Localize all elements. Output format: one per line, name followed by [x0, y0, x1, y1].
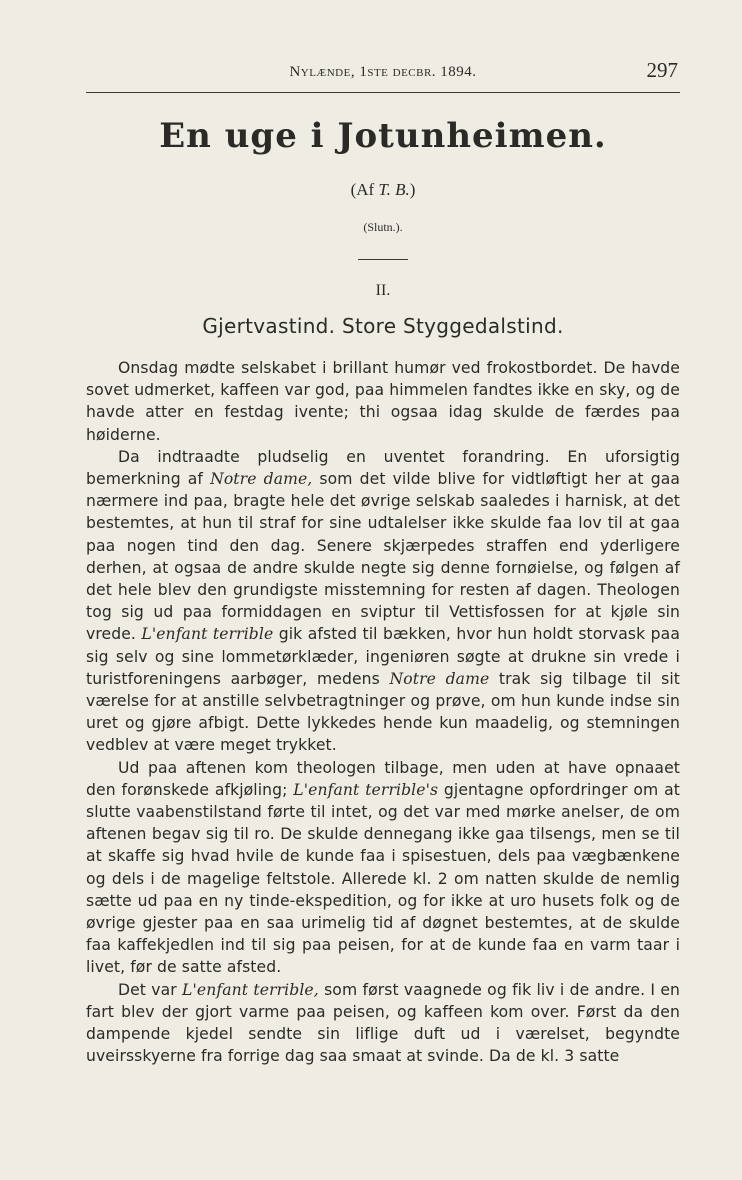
p2-italic-notre-dame: Notre dame,	[210, 470, 313, 489]
p2-text-a: Da indtraadte pludselig en uventet forandring. En uforsigtig bemerkning af	[86, 447, 680, 489]
p4-italic-lenfant: L'enfant terrible,	[182, 980, 319, 999]
byline-suffix: )	[409, 180, 416, 199]
p3-text-a: Ud paa aftenen kom theologen tilbage, men uden at have opnaaet den forønskede afkjøling;	[86, 758, 680, 799]
article-title: En uge i Jotunheimen.	[159, 116, 607, 156]
p2-italic-notre-dame-2: Notre dame	[389, 669, 490, 688]
paragraph-2	[86, 446, 680, 757]
p3-italic-lenfant: L'enfant terrible's	[293, 780, 439, 799]
p2-text-g: trak sig tilbage til sit værelse for at anstille selvbetragtninger og prøve, om hun kunde indse sin uret og gjøre afbigt. Dette lykkedes hende kun maadelig, og stemningen vedblev at være meget trykket.	[86, 669, 681, 755]
running-title: Nylænde, 1ste decbr. 1894.	[289, 64, 477, 80]
byline-prefix: (Af	[350, 180, 379, 199]
byline-author: T. B.	[378, 180, 410, 199]
paragraph-4	[86, 979, 680, 1068]
paragraph-1: Onsdag mødte selskabet i brillant humør ved frokostbordet. De havde sovet udmerket, kaffeen var god, paa himmelen fandtes ikke en sky, og de havde atter en festdag ivente; thi ogsaa idag skulde de færdes paa høiderne.	[86, 359, 680, 444]
section-number: II.	[375, 282, 391, 299]
p4-text-c: som først vaagnede og fik liv i de andre. I en fart blev der gjort varme paa peisen, og kaffeen kom over. Først da den dampende kjedel sendte sin liflige duft ud i værelset, begyndte uveirsskyerne fra forrige dag saa smaat at svinde. Da de kl. 3 satte	[86, 980, 681, 1066]
paragraph-3	[86, 757, 680, 979]
running-head	[86, 58, 680, 90]
page-number: 297	[646, 58, 678, 82]
continued-note: (Slutn.).	[363, 220, 403, 234]
p4-text-a: Det var	[118, 980, 183, 999]
p3-text-c: gjentagne opfordringer om at slutte vaabenstilstand førte til intet, og det var med mørke anelser, de om aftenen begav sig til ro. De skulde dennegang ikke gaa tilsengs, men se til at skaffe sig hvad hvile de kunde faa i spisestuen, dels paa vægbænkene og dels i de magelige feltstole. Allerede kl. 2 om natten skulde de nemlig sætte ud paa en ny tinde-ekspedition, og for ikke at uro husets folk og de øvrige gjester paa en saa urimelig tid af døgnet bestemtes, at de skulde faa kaffekjedlen ind til sig paa peisen, for at de kunde faa en varm taar i livet, før de satte afsted.	[86, 780, 680, 977]
section-title: Gjertvastind. Store Styggedalstind.	[202, 314, 564, 338]
header-rule	[86, 92, 680, 93]
section-divider	[358, 259, 408, 260]
byline	[86, 180, 680, 200]
p2-italic-lenfant: L'enfant terrible	[141, 625, 274, 644]
body-text	[86, 357, 680, 1068]
p2-text-e: gik afsted til bækken, hvor hun holdt storvask paa sig selv og sine lommetørklæder, ingeniøren søgte at drukne sin vrede i turistforeningens aarbøger, medens	[86, 625, 680, 688]
p2-text-c: som det vilde blive for vidtløftigt her at gaa nærmere ind paa, bragte hele det øvrige selskab saaledes i harnisk, at det bestemtes, at hun til straf for sine udtalelser ikke skulde faa lov til at gaa paa nogen tind den dag. Senere skjærpedes straffen end yderligere derhen, at ogsaa de andre skulde negte sig denne fornøielse, og følgen af det hele blev den grundigste misstemning for resten af dagen. Theologen tog sig ud paa formiddagen en sviptur til Vettisfossen for at kjøle sin vrede.	[86, 470, 681, 644]
